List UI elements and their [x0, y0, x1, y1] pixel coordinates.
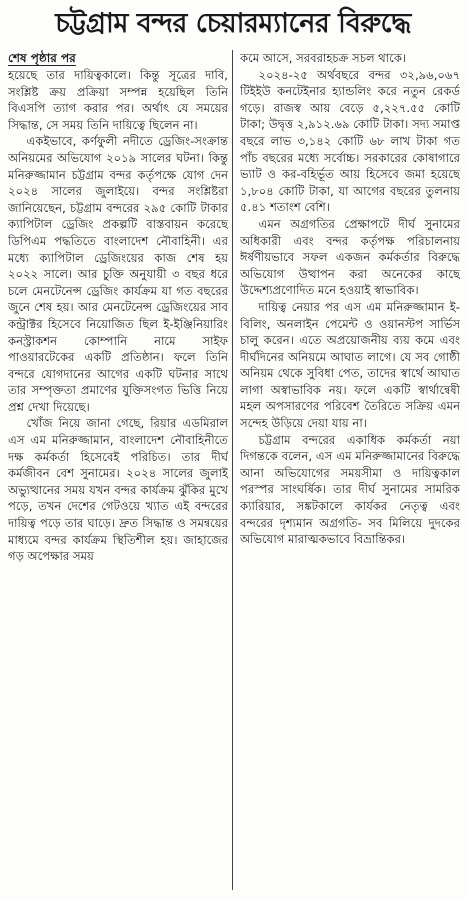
paragraph: খোঁজ নিয়ে জানা গেছে, রিয়ার এডমিরাল এস এম মনিরুজ্জামান, বাংলাদেশ নৌবাহিনীতে দক্ষ কর্মকর্তা হিসেবেই পরিচিত। তার দীর্ঘ কর্মজীবন বেশ সুনামের। ২০২৪ সালের জুলাই অভ্যুত্থানের সময় যখন বন্দর কার্যক্রম ঝুঁকির মুখে পড়ে, তখন দেশের গেটওয়ে খ্যাত এই বন্দরের দায়িত্ব পড়ে তার ঘাড়ে। দ্রুত সিদ্ধান্ত ও সমন্বয়ের মাধ্যমে বন্দর কার্যক্রম স্থিতিশীল হয়। জাহাজের গড় অপেক্ষার সময়	[8, 416, 228, 564]
column-divider	[232, 50, 233, 890]
left-column	[8, 50, 228, 895]
paragraph: চট্টগ্রাম বন্দরের একাধিক কর্মকর্তা নয়া দিগন্তকে বলেন, এস এম মনিরুজ্জামানের বিরুদ্ধে আনা অভিযোগের সময়সীমা ও দায়িত্বকাল পরস্পর সাংঘর্ষিক। তার দীর্ঘ সুনামের সামরিক ক্যারিয়ার, সঙ্কটকালে কার্যকর নেতৃত্ব এবং বন্দরের দৃশ্যমান অগ্রগতি- সব মিলিয়ে দুদকের অভিযোগ মারাত্মকভাবে বিভ্রান্তিকর।	[240, 432, 460, 547]
headline: চট্টগ্রাম বন্দর চেয়ারম্যানের বিরুদ্ধে	[55, 8, 411, 39]
paragraph: ২০২৪-২৫ অর্থবছরে বন্দর ৩২,৯৬,০৬৭ টিইইউ কনটেইনার হ্যান্ডলিং করে নতুন রেকর্ড গড়ে। রাজস্ব আয় বেড়ে ৫,২২৭.৫৫ কোটি টাকা; উদ্বৃত্ত ২,৯১২.৬৯ কোটি টাকা। সদ্য সমাপ্ত বছরে লাভ ৩,১৪২ কোটি ৬৮ লাখ টাকা গত পাঁচ বছরের মধ্যে সর্বোচ্চ। সরকারের কোষাগারে ভ্যাট ও কর-বহির্ভূত আয় হিসেবে জমা হয়েছে ১,৮০৪ কোটি টাকা, যা আগের বছরের তুলনায় ৫.৪১ শতাংশ বেশি।	[240, 67, 460, 215]
right-column	[240, 50, 460, 895]
continued-from-label	[8, 50, 228, 66]
paragraph: হয়েছে তার দায়িত্বকালে। কিন্তু সূত্রের দাবি, সংশ্লিষ্ট ক্রয় প্রক্রিয়া সম্পন্ন হয়েছিল তিনি বিএসপি ত্যাগ করার পর। অর্থাৎ যে সময়ের সিদ্ধান্ত, সে সময় তিনি দায়িত্বে ছিলেন না।	[8, 68, 228, 132]
paragraph: এমন অগ্রগতির প্রেক্ষাপটে দীর্ঘ সুনামের অধিকারী এবং বন্দর কর্তৃপক্ষ পরিচালনায় ঈর্ষণীয়ভাবে সফল একজন কর্মকর্তার বিরুদ্ধে অভিযোগ উত্থাপন করা অনেকের কাছে উদ্দেশ্যপ্রণোদিত মনে হওয়াই স্বাভাবিক।	[240, 216, 460, 298]
continued-from-text: শেষ পৃষ্ঠার পর	[8, 51, 76, 65]
paragraph: দায়িত্ব নেয়ার পর এস এম মনিরুজ্জামান ই-বিলিং, অনলাইন পেমেন্ট ও ওয়ানস্টপ সার্ভিস চালু করেন। এতে অপ্রয়োজনীয় ব্যয় কমে এবং দীর্ঘদিনের অনিয়মে আঘাত লাগে। যে সব গোষ্ঠী অনিয়ম থেকে সুবিধা পেত, তাদের স্বার্থে আঘাত লাগা অস্বাভাবিক নয়। ফলে একটি স্বার্থান্বেষী মহল অপসারণের পরিবেশ তৈরিতে সক্রিয় এমন সন্দেহ উড়িয়ে দেয়া যায় না।	[240, 299, 460, 431]
paragraph: একইভাবে, কর্ণফুলী নদীতে ড্রেজিং-সংক্রান্ত অনিয়মের অভিযোগ ২০১৯ সালের ঘটনা। কিন্তু মনিরুজ্জামান চট্টগ্রাম বন্দর কর্তৃপক্ষে যোগ দেন ২০২৪ সালের জুলাইয়ে। বন্দর সংশ্লিষ্টরা জানিয়েছেন, চট্টগ্রাম বন্দরের ২৯৫ কোটি টাকার ক্যাপিটাল ড্রেজিং প্রকল্পটি বাস্তবায়ন করেছে ডিপিএম পদ্ধতিতে বাংলাদেশ নৌবাহিনী। এর মধ্যে ক্যাপিটাল ড্রেজিংয়ের কাজ শেষ হয় ২০২২ সালে। আর চুক্তি অনুযায়ী ৩ বছর ধরে চলে মেনটেনেন্স ড্রেজিং কার্যক্রম যা গত বছরের জুনে শেষ হয়। আর মেনটেনেন্স ড্রেজিংয়ের সাব কন্ট্রাক্টর হিসেবে নিয়োজিত ছিল ই-ইঞ্জিনিয়ারিং কনস্ট্রাকশন কোম্পানি নামে সাইফ পাওয়ারটেকের একটি প্রতিষ্ঠান। ফলে তিনি বন্দরে যোগদানের আগের একটি ঘটনার সাথে তার সম্পৃক্ততা প্রমাণের যুক্তিসংগত ভিত্তি নিয়ে প্রশ্ন দেখা দিয়েছে।	[8, 134, 228, 414]
paragraph: কমে আসে, সরবরাহচক্র সচল থাকে।	[240, 51, 407, 65]
